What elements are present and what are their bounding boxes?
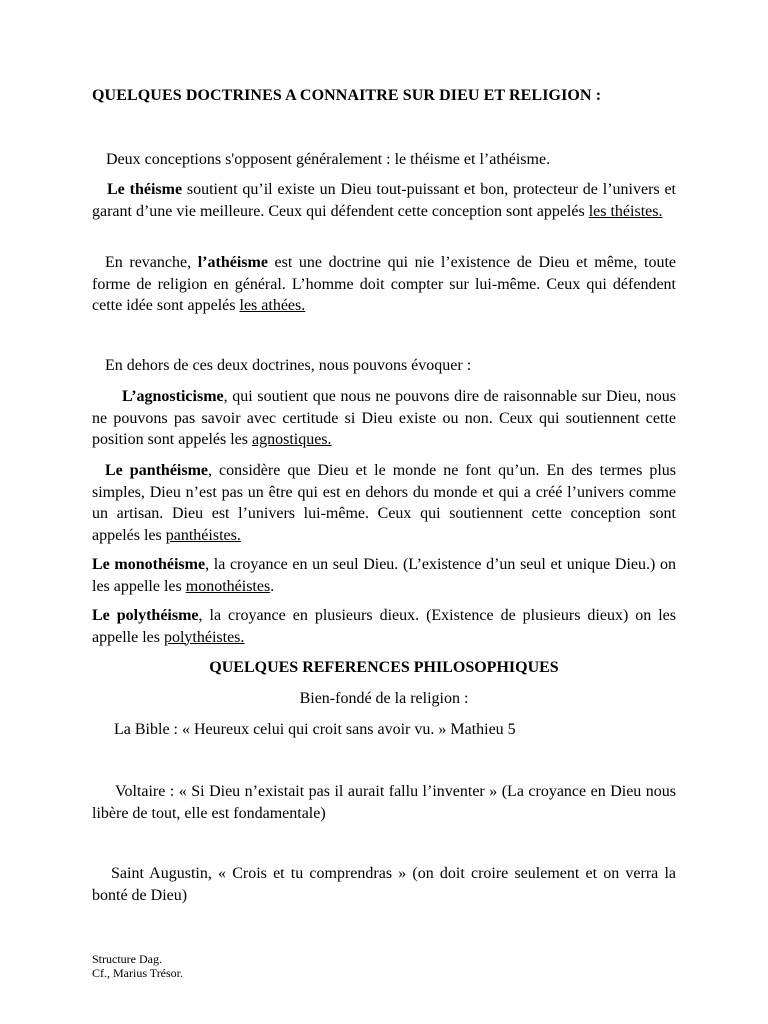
- bien-fonde-heading: Bien-fondé de la religion :: [299, 690, 469, 707]
- agnostiques-link: agnostiques.: [251, 431, 332, 448]
- theistes-link: les théistes.: [588, 202, 663, 220]
- pantheistes-link: panthéistes.: [165, 526, 241, 544]
- pantheisme-text: , considère que Dieu et le monde ne font qu’un. En des termes plus simples, Dieu n’est pas un être qui est en dehors du monde et qui a créé l’univers comme un artisan. Dieu est l’univers lui-même. Ceux qui soutiennent cette conception sont appelés les: [92, 462, 676, 544]
- polytheisme-text: , la croyance en plusieurs dieux. (Existence de plusieurs dieux) on les appelle les: [92, 607, 677, 646]
- atheisme-text: est une doctrine qui nie l’existence de Dieu et même, toute forme de religion en général. L’homme doit compter sur lui-même. Ceux qui défendent cette idée sont appelés: [92, 254, 676, 314]
- theisme-term: Le théisme: [107, 181, 183, 198]
- pantheisme-paragraph: [92, 460, 676, 546]
- footer-credit: Cf., Marius Trésor.: [92, 966, 184, 980]
- agnosticisme-text: , qui soutient que nous ne pouvons dire de raisonnable sur Dieu, nous ne pouvons pas savoir avec certitude si Dieu existe ou non. Ceux qui soutiennent cette position sont appelés les: [92, 388, 676, 448]
- athees-link: les athées.: [239, 297, 306, 314]
- atheisme-term: l’athéisme: [197, 254, 268, 271]
- intro-paragraph: Deux conceptions s'opposent généralement : le théisme et l’athéisme.: [106, 151, 551, 168]
- document-title: QUELQUES DOCTRINES A CONNAITRE SUR DIEU ET RELIGION :: [92, 87, 602, 104]
- polytheisme-paragraph: [92, 605, 676, 648]
- monotheisme-after: .: [270, 577, 275, 595]
- monotheisme-text: , la croyance en un seul Dieu. (L’existence d’un seul et unique Dieu.) on les appelle les: [92, 556, 676, 595]
- monotheisme-term: Le monothéisme: [92, 556, 206, 573]
- polytheistes-link: polythéistes.: [163, 628, 245, 646]
- augustin-quote: Saint Augustin, « Crois et tu comprendras » (on doit croire seulement et on verra la bonté de Dieu): [92, 865, 676, 904]
- pantheisme-term: Le panthéisme: [105, 462, 209, 479]
- theisme-paragraph: [92, 179, 676, 222]
- bible-quote: La Bible : « Heureux celui qui croit sans avoir vu. » Mathieu 5: [114, 721, 516, 738]
- atheisme-prefix: En revanche,: [105, 254, 198, 271]
- voltaire-quote: Voltaire : « Si Dieu n’existait pas il aurait fallu l’inventer » (La croyance en Dieu nous libère de tout, elle est fondamentale): [92, 783, 676, 822]
- references-title: QUELQUES REFERENCES PHILOSOPHIQUES: [209, 659, 559, 676]
- agnosticisme-paragraph: [92, 386, 676, 451]
- atheisme-paragraph: [92, 252, 676, 317]
- footer-structure: Structure Dag.: [92, 952, 162, 966]
- monotheistes-link: monothéistes: [185, 577, 271, 595]
- autres-doctrines-intro: En dehors de ces deux doctrines, nous pouvons évoquer :: [105, 357, 472, 374]
- monotheisme-paragraph: [92, 554, 676, 597]
- agnosticisme-term: L’agnosticisme: [122, 388, 224, 405]
- theisme-text: soutient qu’il existe un Dieu tout-puissant et bon, protecteur de l’univers et garant d’une vie meilleure. Ceux qui défendent cette conception sont appelés: [92, 181, 677, 220]
- polytheisme-term: Le polythéisme: [92, 607, 199, 624]
